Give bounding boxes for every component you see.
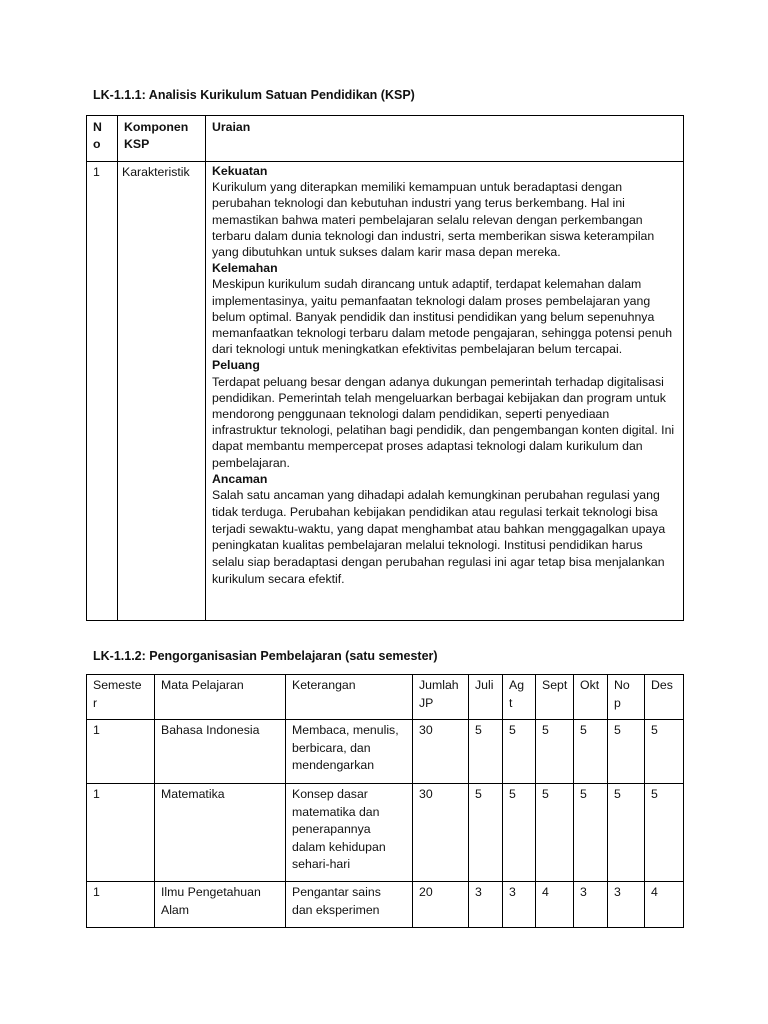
table-cell (608, 720, 645, 784)
table-cell (155, 720, 286, 784)
cell-juli: 3 (475, 885, 482, 899)
section-heading-organization: LK-1.1.2: Pengorganisasian Pembelajaran (satu semester) (93, 649, 438, 663)
header-sept: Sept (542, 678, 568, 692)
table-header-row (87, 116, 684, 162)
header-cell (118, 116, 206, 162)
cell-jumlah-jp: 30 (419, 723, 433, 737)
header-juli: Juli (475, 678, 494, 692)
table-cell (286, 720, 413, 784)
header-agt: Ag t (509, 678, 525, 710)
table-cell (286, 882, 413, 928)
header-okt: Okt (580, 678, 600, 692)
learning-organization-table (86, 674, 684, 928)
table-cell (536, 720, 574, 784)
cell-agt: 5 (509, 787, 516, 801)
text-peluang: Terdapat peluang besar dengan adanya dukungan pemerintah terhadap digitalisasi pendidikan. Pemerintah telah mengeluarkan berbagai kebijakan dan program untuk mendorong penggunaan teknologi dalam pendidikan, seperti penyediaan infrastruktur teknologi, pelatihan bagi pendidik, dan pengembangan konten digital. Ini dapat membantu mempercepat proses adaptasi teknologi dalam kurikulum dan pembelajaran. (212, 374, 675, 470)
table-cell (503, 720, 536, 784)
table-cell (155, 882, 286, 928)
cell-keterangan: Membaca, menulis, berbicara, dan mendengarkan (292, 723, 399, 772)
header-cell (155, 675, 286, 720)
header-no: N o (93, 120, 102, 151)
cell-okt: 5 (580, 787, 587, 801)
header-uraian: Uraian (212, 120, 251, 134)
cell-des: 4 (651, 885, 658, 899)
cell-uraian (206, 162, 684, 621)
cell-sept: 5 (542, 723, 549, 737)
subtitle-kelemahan: Kelemahan (212, 261, 278, 276)
table-cell (608, 784, 645, 882)
table-cell (469, 784, 503, 882)
table-cell (413, 784, 469, 882)
text-kelemahan: Meskipun kurikulum sudah dirancang untuk adaptif, terdapat kelemahan dalam implementasinya, yaitu pemanfaatan teknologi dalam proses pembelajaran yang belum optimal. Banyak pendidik dan institusi pendidikan yang belum sepenuhnya memanfaatkan teknologi terbaru dalam metode pengajaran, sehingga potensi penuh dari teknologi untuk meningkatkan efektivitas pembelajaran belum tercapai. (212, 277, 673, 357)
header-cell (574, 675, 608, 720)
table-cell (645, 720, 684, 784)
cell-semester: 1 (93, 787, 100, 801)
table-cell (536, 882, 574, 928)
table-cell (469, 882, 503, 928)
header-nop: No p (614, 678, 630, 710)
cell-okt: 3 (580, 885, 587, 899)
header-semester: Semeste r (93, 678, 142, 710)
table-cell (87, 882, 155, 928)
row-komponen: Karakteristik (122, 165, 190, 179)
cell-des: 5 (651, 787, 658, 801)
table-cell (503, 882, 536, 928)
cell-mata-pelajaran: Matematika (161, 787, 225, 801)
cell-sept: 5 (542, 787, 549, 801)
header-jumlah-jp: Jumlah JP (419, 678, 459, 710)
header-cell (206, 116, 684, 162)
cell-jumlah-jp: 30 (419, 787, 433, 801)
cell-keterangan: Pengantar sains dan eksperimen (292, 885, 381, 917)
cell-nop: 5 (614, 723, 621, 737)
cell-juli: 5 (475, 723, 482, 737)
cell-okt: 5 (580, 723, 587, 737)
table-cell (413, 720, 469, 784)
header-keterangan: Keterangan (292, 678, 356, 692)
cell-agt: 5 (509, 723, 516, 737)
table-cell (574, 882, 608, 928)
cell-no (87, 162, 118, 621)
cell-juli: 5 (475, 787, 482, 801)
table-cell (286, 784, 413, 882)
header-cell (536, 675, 574, 720)
table-cell (574, 720, 608, 784)
header-cell (469, 675, 503, 720)
cell-mata-pelajaran: Ilmu Pengetahuan Alam (161, 885, 261, 917)
header-cell (87, 116, 118, 162)
table-cell (87, 784, 155, 882)
cell-nop: 3 (614, 885, 621, 899)
table-cell (645, 784, 684, 882)
table-cell (608, 882, 645, 928)
subtitle-peluang: Peluang (212, 358, 260, 373)
subtitle-ancaman: Ancaman (212, 471, 268, 486)
header-mata-pelajaran: Mata Pelajaran (161, 678, 244, 692)
cell-semester: 1 (93, 723, 100, 737)
table-cell (155, 784, 286, 882)
table-cell (413, 882, 469, 928)
cell-nop: 5 (614, 787, 621, 801)
table-row (87, 720, 684, 784)
text-ancaman: Salah satu ancaman yang dihadapi adalah kemungkinan perubahan regulasi yang tidak terduga. Perubahan kebijakan pendidikan atau regulasi terkait teknologi bisa terjadi sewaktu-waktu, yang dapat menghambat atau bahkan menggagalkan upaya peningkatan kualitas pembelajaran melalui teknologi. Institusi pendidikan harus selalu siap beradaptasi dengan perubahan regulasi ini agar tetap bisa menjalankan kurikulum secara efektif. (212, 488, 666, 587)
cell-mata-pelajaran: Bahasa Indonesia (161, 723, 260, 737)
header-cell (645, 675, 684, 720)
cell-jumlah-jp: 20 (419, 885, 433, 899)
table-cell (645, 882, 684, 928)
subtitle-kekuatan: Kekuatan (212, 164, 268, 178)
header-cell (286, 675, 413, 720)
cell-semester: 1 (93, 885, 100, 899)
cell-des: 5 (651, 723, 658, 737)
table-cell (469, 720, 503, 784)
table-cell (503, 784, 536, 882)
header-komponen: Komponen KSP (124, 120, 189, 151)
table-row (87, 162, 684, 621)
text-kekuatan: Kurikulum yang diterapkan memiliki kemampuan untuk beradaptasi dengan perubahan teknologi dan kebutuhan industri yang terus berkembang. Hal ini memastikan bahwa materi pembelajaran selalu relevan dengan perkembangan terbaru dalam dunia teknologi dan industri, serta memberikan siswa keterampilan yang dibutuhkan untuk sukses dalam karir masa depan mereka. (212, 180, 655, 260)
table-row (87, 784, 684, 882)
table-cell (536, 784, 574, 882)
header-des: Des (651, 678, 673, 692)
header-cell (503, 675, 536, 720)
table-cell (574, 784, 608, 882)
cell-sept: 4 (542, 885, 549, 899)
row-number: 1 (93, 165, 100, 179)
section-heading-ksp: LK-1.1.1: Analisis Kurikulum Satuan Pendidikan (KSP) (93, 88, 415, 102)
header-cell (608, 675, 645, 720)
cell-komponen (118, 162, 206, 621)
cell-keterangan: Konsep dasar matematika dan penerapannya dalam kehidupan sehari-hari (292, 787, 386, 871)
table-row (87, 882, 684, 928)
table-header-row (87, 675, 684, 720)
ksp-analysis-table (86, 115, 684, 621)
table-cell (87, 720, 155, 784)
header-cell (413, 675, 469, 720)
header-cell (87, 675, 155, 720)
cell-agt: 3 (509, 885, 516, 899)
